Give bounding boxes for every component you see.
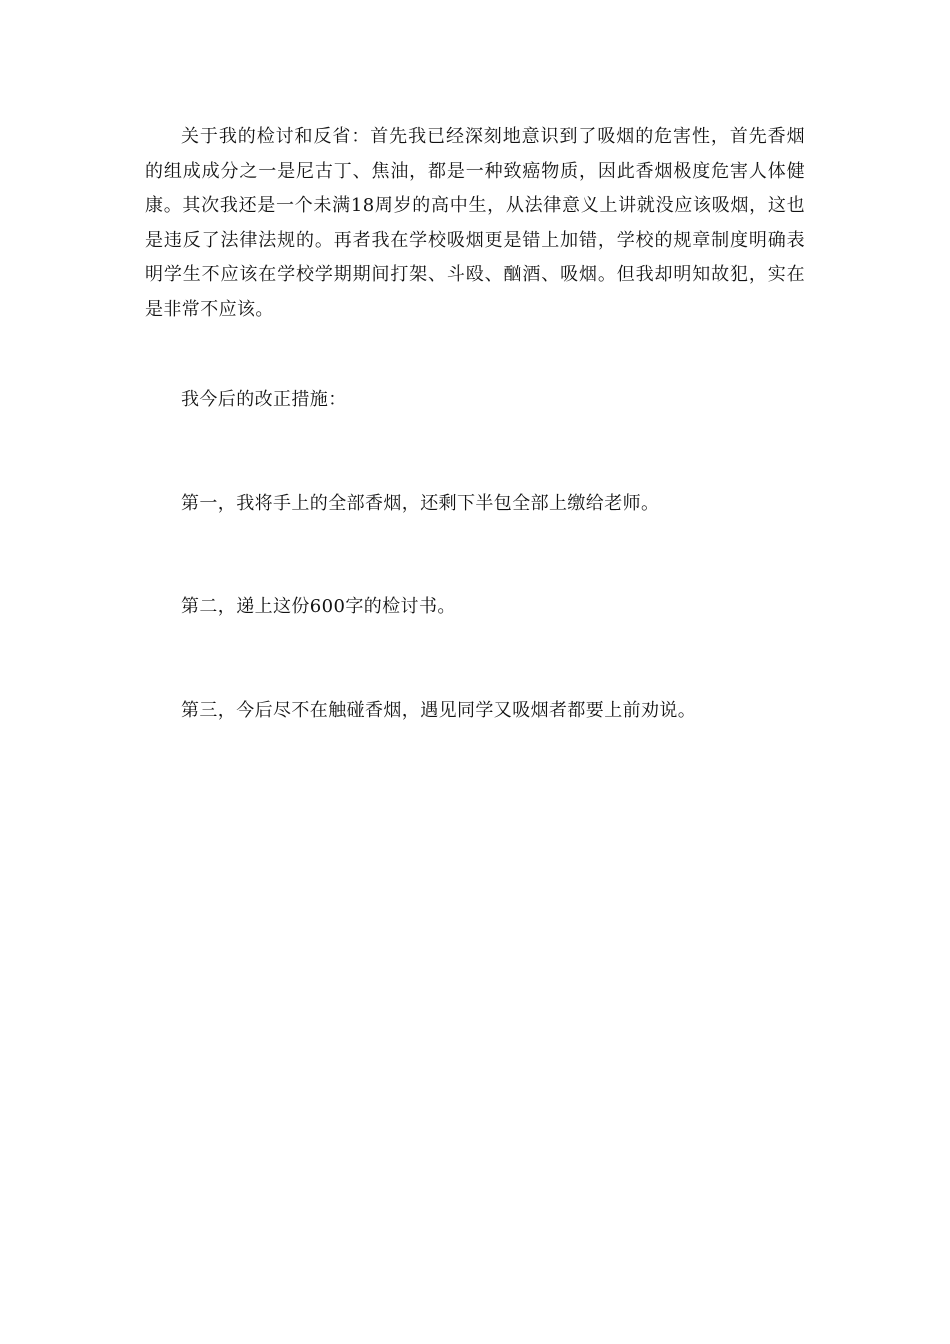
paragraph-spacer (145, 418, 805, 487)
paragraph-reflection: 关于我的检讨和反省：首先我已经深刻地意识到了吸烟的危害性，首先香烟的组成成分之一是尼古丁、焦油，都是一种致癌物质，因此香烟极度危害人体健康。其次我还是一个未满18周岁的高中生，从法律意义上讲就没应该吸烟，这也是违反了法律法规的。再者我在学校吸烟更是错上加错，学校的规章制度明确表明学生不应该在学校学期期间打架、斗殴、酗酒、吸烟。但我却明知故犯，实在是非常不应该。 (145, 126, 805, 320)
paragraph-spacer (145, 625, 805, 694)
paragraph-measures-heading: 我今后的改正措施： (181, 389, 347, 410)
paragraph-measure-2: 第二，递上这份600字的检讨书。 (181, 596, 456, 617)
paragraph-spacer (145, 327, 805, 383)
paragraph-measure-1: 第一，我将手上的全部香烟，还剩下半包全部上缴给老师。 (181, 492, 660, 514)
paragraph-spacer (145, 521, 805, 590)
document-body (145, 120, 805, 728)
paragraph-measure-3: 第三，今后尽不在触碰香烟，遇见同学又吸烟者都要上前劝说。 (181, 699, 697, 721)
